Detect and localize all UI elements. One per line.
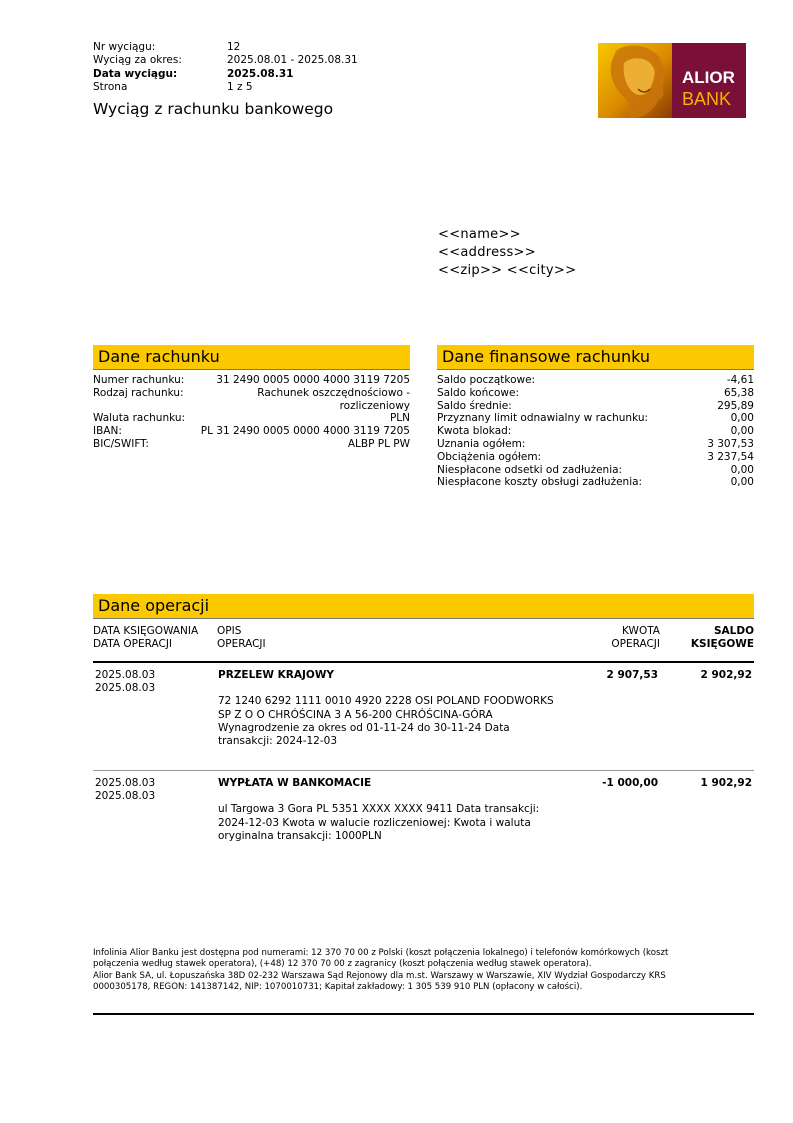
finance-row: [437, 400, 754, 413]
col-description: OPIS OPERACJI: [217, 625, 266, 650]
statement-date: 2025.08.31: [227, 67, 294, 80]
col-dates: DATA KSIĘGOWANIA DATA OPERACJI: [93, 625, 199, 650]
statement-no: 12: [227, 41, 241, 53]
currency-label: Waluta rachunku:: [93, 412, 186, 425]
finance-row: [437, 387, 754, 400]
finance-value: 65,38: [723, 386, 754, 399]
page-number: 1 z 5: [227, 80, 253, 93]
operation-balance: 2 902,92: [700, 669, 752, 681]
logo-graphic: [598, 43, 746, 118]
finance-label: Niespłacone koszty obsługi zadłużenia:: [437, 476, 643, 489]
operations-table-header: [93, 625, 754, 661]
bic-label: BIC/SWIFT:: [93, 437, 149, 450]
operation-description: WYPŁATA W BANKOMACIE ul Targowa 3 Gora PL 5351 XXXX XXXX 9411 Data transakcji: 2024-12-03 Kwota w walucie rozliczeniowej: Kwota i waluta oryginalna transakcji: 1000PLN: [218, 777, 540, 842]
finance-row: [437, 476, 754, 489]
finance-heading: Dane finansowe rachunku: [437, 345, 754, 369]
finance-section: [437, 345, 754, 489]
statement-date-label: Data wyciągu:: [93, 67, 178, 80]
bottom-divider: [93, 1013, 754, 1015]
finance-value: 0,00: [730, 463, 754, 476]
finance-value: -4,61: [726, 374, 754, 386]
account-type-2: rozliczeniowy: [339, 399, 410, 412]
finance-row: [437, 412, 754, 425]
recipient-street: <<address>>: [438, 245, 536, 260]
document-title: Wyciąg z rachunku bankowego: [93, 100, 334, 118]
statement-meta: [93, 41, 358, 94]
finance-value: 295,89: [717, 399, 754, 412]
finance-label: Przyznany limit odnawialny w rachunku:: [437, 412, 649, 425]
finance-value: 3 307,53: [707, 437, 754, 450]
recipient-name: <<name>>: [438, 227, 521, 242]
finance-label: Saldo średnie:: [437, 399, 512, 412]
finance-value: 3 237,54: [707, 450, 754, 463]
bic: ALBP PL PW: [347, 437, 410, 450]
finance-row: [437, 374, 754, 387]
period-label: Wyciąg za okres:: [93, 54, 182, 67]
finance-label: Kwota blokad:: [437, 425, 512, 438]
iban: PL 31 2490 0005 0000 4000 3119 7205: [200, 425, 410, 438]
page-label: Strona: [93, 80, 128, 93]
logo-text-alior: ALIOR: [682, 68, 735, 87]
finance-label: Obciążenia ogółem:: [437, 450, 542, 463]
operation-dates: 2025.08.03 2025.08.03: [95, 777, 156, 803]
currency: PLN: [389, 412, 410, 425]
col-balance: SALDO KSIĘGOWE: [690, 625, 754, 650]
operation-amount: 2 907,53: [606, 669, 658, 681]
finance-row: [437, 451, 754, 464]
account-section: [93, 345, 410, 451]
operation-description: PRZELEW KRAJOWY 72 1240 6292 1111 0010 4920 2228 OSI POLAND FOODWORKS SP Z O O CHRÓŚCINA 3 A 56-200 CHRÓŚCINA-GÓRA Wynagrodzenie za okres od 01-11-24 do 30-11-24 Data transakcji: 2024-12-03: [218, 669, 554, 748]
recipient-address: [438, 226, 576, 280]
account-type-1: Rachunek oszczędnościowo -: [257, 386, 410, 399]
finance-label: Uznania ogółem:: [437, 437, 526, 450]
iban-label: IBAN:: [93, 425, 122, 438]
period: 2025.08.01 - 2025.08.31: [227, 54, 358, 67]
footer-note: Infolinia Alior Banku jest dostępna pod numerami: 12 370 70 00 z Polski (koszt połączenia lokalnego) i telefonów komórkowych (koszt połączenia według stawek operatora), (+48) 12 370 70 00 z zagranicy (koszt połączenia według stawek operatora). Alior Bank SA, ul. Łopuszańska 38D 02-232 Warszawa Sąd Rejonowy dla m.st. Warszawy w Warszawie, XIV Wydział Gospodarczy KRS 0000305178, REGON: 141387142, NIP: 1070010731; Kapitał zakładowy: 1 305 539 910 PLN (opłacony w całości).: [93, 948, 669, 992]
operation-balance: 1 902,92: [700, 777, 752, 789]
finance-row: [437, 464, 754, 477]
operation-amount: -1 000,00: [602, 777, 658, 789]
table-row: [93, 663, 754, 771]
account-heading: Dane rachunku: [93, 345, 410, 369]
finance-row: [437, 425, 754, 438]
statement-no-label: Nr wyciągu:: [93, 41, 156, 53]
finance-label: Saldo końcowe:: [437, 386, 520, 399]
operations-heading: Dane operacji: [93, 594, 754, 618]
logo-text-bank: BANK: [682, 89, 732, 109]
account-type-label: Rodzaj rachunku:: [93, 386, 184, 399]
alior-bank-logo: [598, 43, 746, 118]
finance-label: Niespłacone odsetki od zadłużenia:: [437, 463, 623, 476]
finance-value: 0,00: [730, 425, 754, 438]
finance-value: 0,00: [730, 412, 754, 425]
account-number-label: Numer rachunku:: [93, 374, 185, 386]
finance-label: Saldo początkowe:: [437, 374, 536, 386]
table-row: [93, 771, 754, 878]
operation-dates: 2025.08.03 2025.08.03: [95, 669, 156, 695]
account-number: 31 2490 0005 0000 4000 3119 7205: [216, 374, 410, 386]
recipient-zip-city: <<zip>> <<city>>: [438, 263, 577, 278]
finance-row: [437, 438, 754, 451]
col-amount: KWOTA OPERACJI: [611, 625, 660, 650]
operations-section: [93, 594, 754, 878]
finance-value: 0,00: [730, 476, 754, 489]
